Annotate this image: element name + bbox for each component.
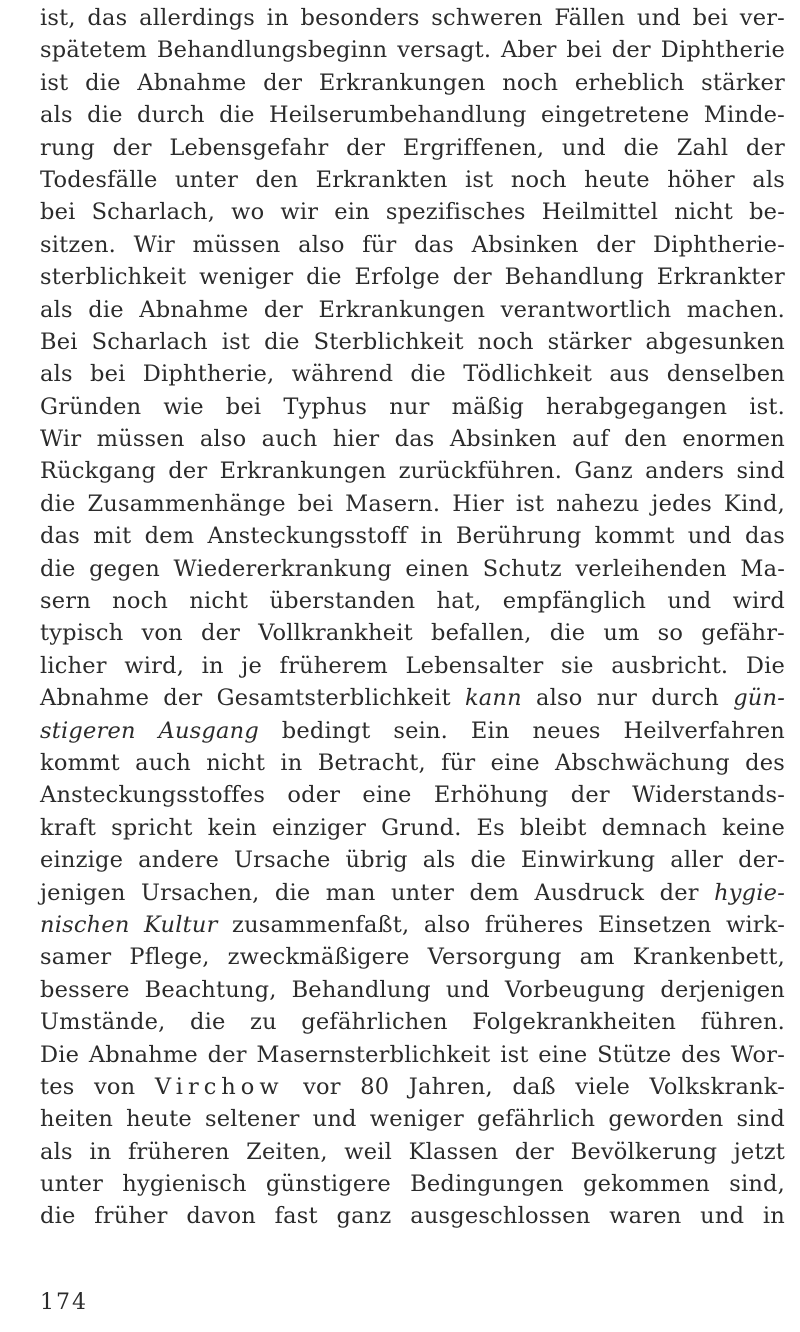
- text-line: Bei Scharlach ist die Sterblichkeit noch stärker abgesunken: [40, 328, 785, 355]
- text-line: bessere Beachtung, Behandlung und Vorbeugung derjenigen: [40, 976, 785, 1003]
- emphasis-text: nischen Kultur: [40, 911, 218, 938]
- text-line: rung der Lebensgefahr der Ergriffenen, und die Zahl der: [40, 134, 785, 161]
- text-line: Rückgang der Erkrankungen zurückführen. Ganz anders sind: [40, 458, 785, 485]
- text-line: spätetem Behandlungsbeginn versagt. Aber bei der Diphtherie: [40, 37, 785, 64]
- text-line: [40, 682, 785, 714]
- emphasis-text: hygie-: [714, 879, 785, 906]
- text-line: [40, 909, 785, 941]
- text-line: Die Abnahme der Masernsterblichkeit ist eine Stütze des Wor-: [40, 1041, 785, 1068]
- document-page: [40, 2, 785, 1233]
- text-line: die früher davon fast ganz ausgeschlossen waren und in: [40, 1203, 785, 1230]
- text-line: Todesfälle unter den Erkrankten ist noch heute höher als: [40, 166, 785, 193]
- text-line: sern noch nicht überstanden hat, empfänglich und wird: [40, 588, 785, 615]
- text-span: Abnahme der Gesamtsterblichkeit: [40, 685, 465, 712]
- text-span: bedingt sein. Ein neues Heilverfahren: [258, 717, 785, 744]
- text-line: Gründen wie bei Typhus nur mäßig herabgegangen ist.: [40, 393, 785, 420]
- text-line: als die Abnahme der Erkrankungen verantwortlich machen.: [40, 296, 785, 323]
- text-line: kommt auch nicht in Betracht, für eine Abschwächung des: [40, 749, 785, 776]
- text-span: also nur durch: [521, 685, 734, 712]
- text-line: die Zusammenhänge bei Masern. Hier ist nahezu jedes Kind,: [40, 490, 785, 517]
- text-line: unter hygienisch günstigere Bedingungen gekommen sind,: [40, 1171, 785, 1198]
- text-line: die gegen Wiedererkrankung einen Schutz verleihenden Ma-: [40, 555, 785, 582]
- emphasis-text: kann: [464, 685, 522, 712]
- text-line: bei Scharlach, wo wir ein spezifisches Heilmittel nicht be-: [40, 199, 785, 226]
- text-line: licher wird, in je früherem Lebensalter sie ausbricht. Die: [40, 652, 785, 679]
- text-span: jenigen Ursachen, die man unter dem Ausdruck der: [40, 879, 715, 906]
- text-line: ist die Abnahme der Erkrankungen noch erheblich stärker: [40, 69, 785, 96]
- text-line: ist, das allerdings in besonders schweren Fällen und bei ver-: [40, 5, 785, 31]
- text-line: [40, 1071, 785, 1103]
- page-number: 174: [40, 1290, 88, 1315]
- spaced-name: Virchow: [154, 1073, 284, 1100]
- text-line: samer Pflege, zweckmäßigere Versorgung am Krankenbett,: [40, 944, 785, 971]
- text-line: als bei Diphtherie, während die Tödlichkeit aus denselben: [40, 361, 785, 388]
- text-line: heiten heute seltener und weniger gefährlich geworden sind: [40, 1106, 785, 1133]
- text-line: als die durch die Heilserumbehandlung eingetretene Minde-: [40, 102, 785, 129]
- text-line: typisch von der Vollkrankheit befallen, die um so gefähr-: [40, 620, 785, 647]
- text-line: [40, 877, 785, 909]
- text-span: vor 80 Jahren, daß viele Volkskrank-: [283, 1073, 785, 1100]
- text-line: das mit dem Ansteckungsstoff in Berührung kommt und das: [40, 523, 785, 550]
- emphasis-text: stigeren Ausgang: [40, 717, 259, 744]
- text-span: tes von: [40, 1073, 155, 1100]
- text-line: Ansteckungsstoffes oder eine Erhöhung der Widerstands-: [40, 782, 785, 809]
- text-line: sitzen. Wir müssen also für das Absinken der Diphtherie-: [40, 231, 785, 258]
- text-line: sterblichkeit weniger die Erfolge der Behandlung Erkrankter: [40, 264, 785, 291]
- text-line: Wir müssen also auch hier das Absinken auf den enormen: [40, 426, 785, 453]
- emphasis-text: gün-: [733, 685, 785, 712]
- text-line: als in früheren Zeiten, weil Klassen der Bevölkerung jetzt: [40, 1138, 785, 1165]
- text-line: Umstände, die zu gefährlichen Folgekrankheiten führen.: [40, 1009, 785, 1036]
- text-span: zusammenfaßt, also früheres Einsetzen wirk-: [217, 911, 785, 938]
- text-line: [40, 715, 785, 747]
- text-line: kraft spricht kein einziger Grund. Es bleibt demnach keine: [40, 814, 785, 841]
- text-line: einzige andere Ursache übrig als die Einwirkung aller der-: [40, 847, 785, 874]
